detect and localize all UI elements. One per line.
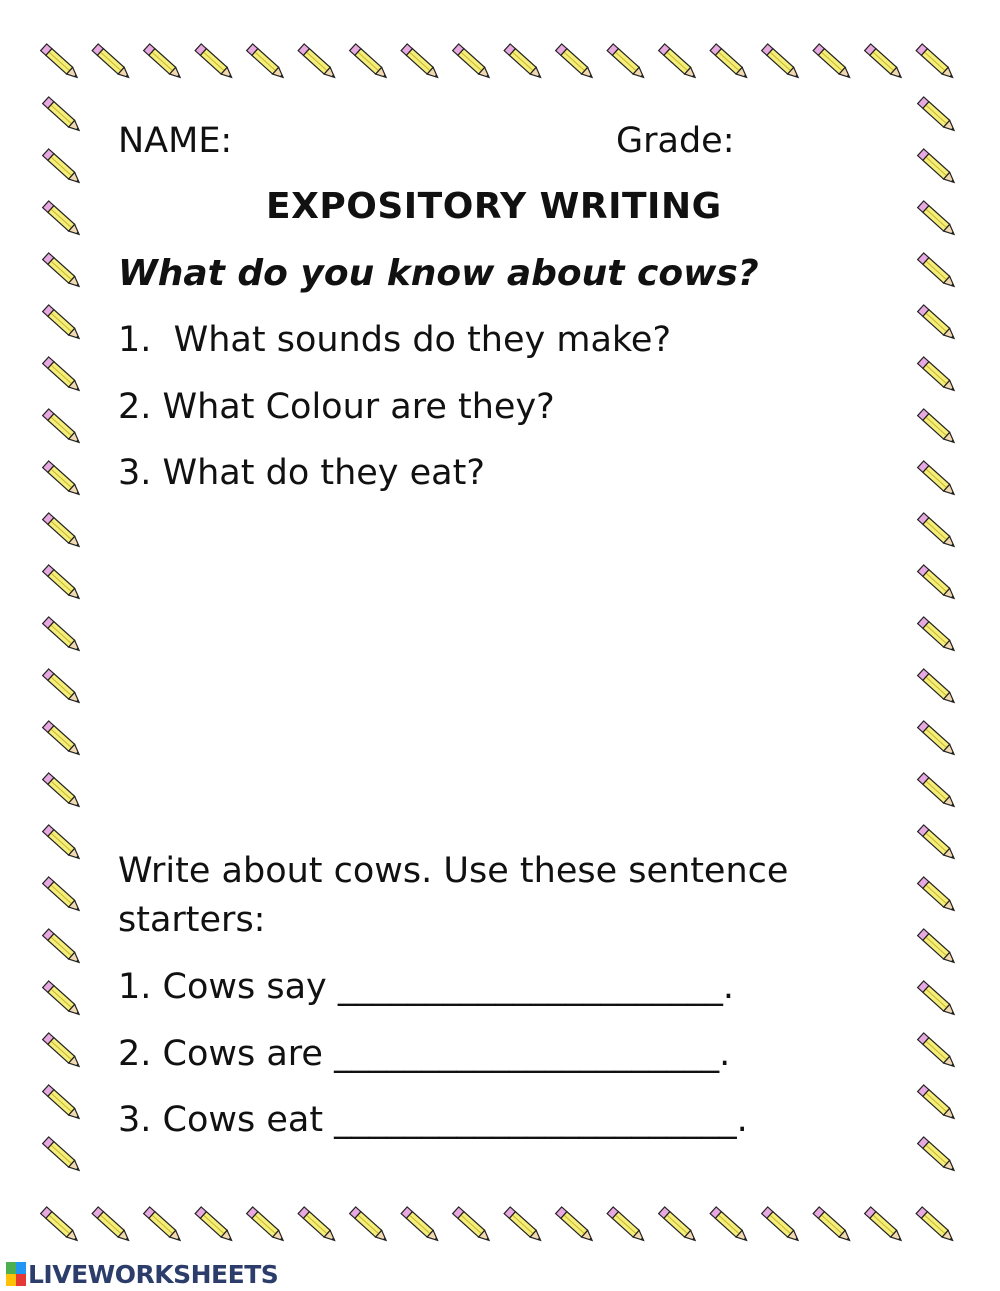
pencil-icon <box>918 929 957 966</box>
pencil-icon <box>195 44 234 81</box>
instructions-line-1: Write about cows. Use these sentence <box>118 851 789 891</box>
pencil-icon <box>43 201 82 238</box>
pencil-icon <box>43 305 82 342</box>
pencil-icon <box>659 1207 698 1244</box>
pencil-icon <box>401 44 440 81</box>
pencil-icon <box>43 565 82 602</box>
pencil-icon <box>43 461 82 498</box>
pencil-icon <box>607 44 646 81</box>
pencil-icon <box>504 44 543 81</box>
pencil-icon <box>41 1207 80 1244</box>
pencil-icon <box>92 44 131 81</box>
pencil-icon <box>247 1207 286 1244</box>
pencil-icon <box>918 1085 957 1122</box>
pencil-icon <box>918 773 957 810</box>
pencil-icon <box>43 513 82 550</box>
grade-label: Grade: <box>616 121 735 161</box>
pencil-icon <box>918 201 957 238</box>
pencil-icon <box>453 44 492 81</box>
pencil-icon <box>247 44 286 81</box>
pencil-icon <box>350 44 389 81</box>
starter-1: 1. Cows say ______________________. <box>118 967 735 1007</box>
pencil-icon <box>43 97 82 134</box>
page-title: EXPOSITORY WRITING <box>266 186 722 227</box>
pencil-icon <box>918 513 957 550</box>
pencil-icon <box>43 929 82 966</box>
pencil-icon <box>918 669 957 706</box>
pencil-icon <box>918 305 957 342</box>
pencil-icon <box>918 1033 957 1070</box>
logo-text: LIVEWORKSHEETS <box>28 1259 279 1289</box>
pencil-icon <box>43 877 82 914</box>
pencil-icon <box>144 44 183 81</box>
pencil-icon <box>350 1207 389 1244</box>
pencil-icon <box>43 617 82 654</box>
pencil-icon <box>144 1207 183 1244</box>
pencil-icon <box>43 981 82 1018</box>
pencil-icon <box>556 44 595 81</box>
pencil-icon <box>298 1207 337 1244</box>
pencil-icon <box>43 825 82 862</box>
pencil-icon <box>43 1033 82 1070</box>
pencil-icon <box>762 1207 801 1244</box>
pencil-icon <box>918 253 957 290</box>
question-1: 1. What sounds do they make? <box>118 320 672 360</box>
pencil-icon <box>195 1207 234 1244</box>
pencil-icon <box>865 44 904 81</box>
pencil-icon <box>43 253 82 290</box>
pencil-icon <box>918 981 957 1018</box>
instructions-line-2: starters: <box>118 900 266 940</box>
pencil-icon <box>43 1137 82 1174</box>
pencil-icon <box>710 1207 749 1244</box>
pencil-icon <box>918 149 957 186</box>
pencil-icon <box>41 44 80 81</box>
starter-3: 3. Cows eat _______________________. <box>118 1100 748 1140</box>
pencil-icon <box>918 617 957 654</box>
pencil-icon <box>916 44 955 81</box>
pencil-icon <box>865 1207 904 1244</box>
pencil-icon <box>918 409 957 446</box>
pencil-icon <box>813 44 852 81</box>
pencil-icon <box>659 44 698 81</box>
name-label: NAME: <box>118 121 233 161</box>
pencil-icon <box>43 357 82 394</box>
pencil-icon <box>556 1207 595 1244</box>
pencil-icon <box>92 1207 131 1244</box>
pencil-icon <box>918 565 957 602</box>
page-subtitle: What do you know about cows? <box>118 253 759 294</box>
pencil-icon <box>918 1137 957 1174</box>
pencil-icon <box>916 1207 955 1244</box>
question-3: 3. What do they eat? <box>118 453 485 493</box>
pencil-icon <box>43 773 82 810</box>
pencil-icon <box>918 825 957 862</box>
pencil-icon <box>762 44 801 81</box>
pencil-icon <box>504 1207 543 1244</box>
starter-2: 2. Cows are ______________________. <box>118 1034 731 1074</box>
pencil-icon <box>918 97 957 134</box>
pencil-icon <box>453 1207 492 1244</box>
pencil-icon <box>918 357 957 394</box>
liveworksheets-logo <box>6 1259 278 1289</box>
pencil-icon <box>918 461 957 498</box>
pencil-icon <box>43 149 82 186</box>
pencil-icon <box>918 877 957 914</box>
pencil-icon <box>298 44 337 81</box>
logo-grid-icon <box>6 1262 26 1286</box>
pencil-icon <box>607 1207 646 1244</box>
pencil-icon <box>43 721 82 758</box>
pencil-icon <box>43 409 82 446</box>
pencil-icon <box>401 1207 440 1244</box>
pencil-icon <box>813 1207 852 1244</box>
pencil-icon <box>43 669 82 706</box>
question-2: 2. What Colour are they? <box>118 387 555 427</box>
pencil-icon <box>710 44 749 81</box>
pencil-icon <box>43 1085 82 1122</box>
pencil-icon <box>918 721 957 758</box>
